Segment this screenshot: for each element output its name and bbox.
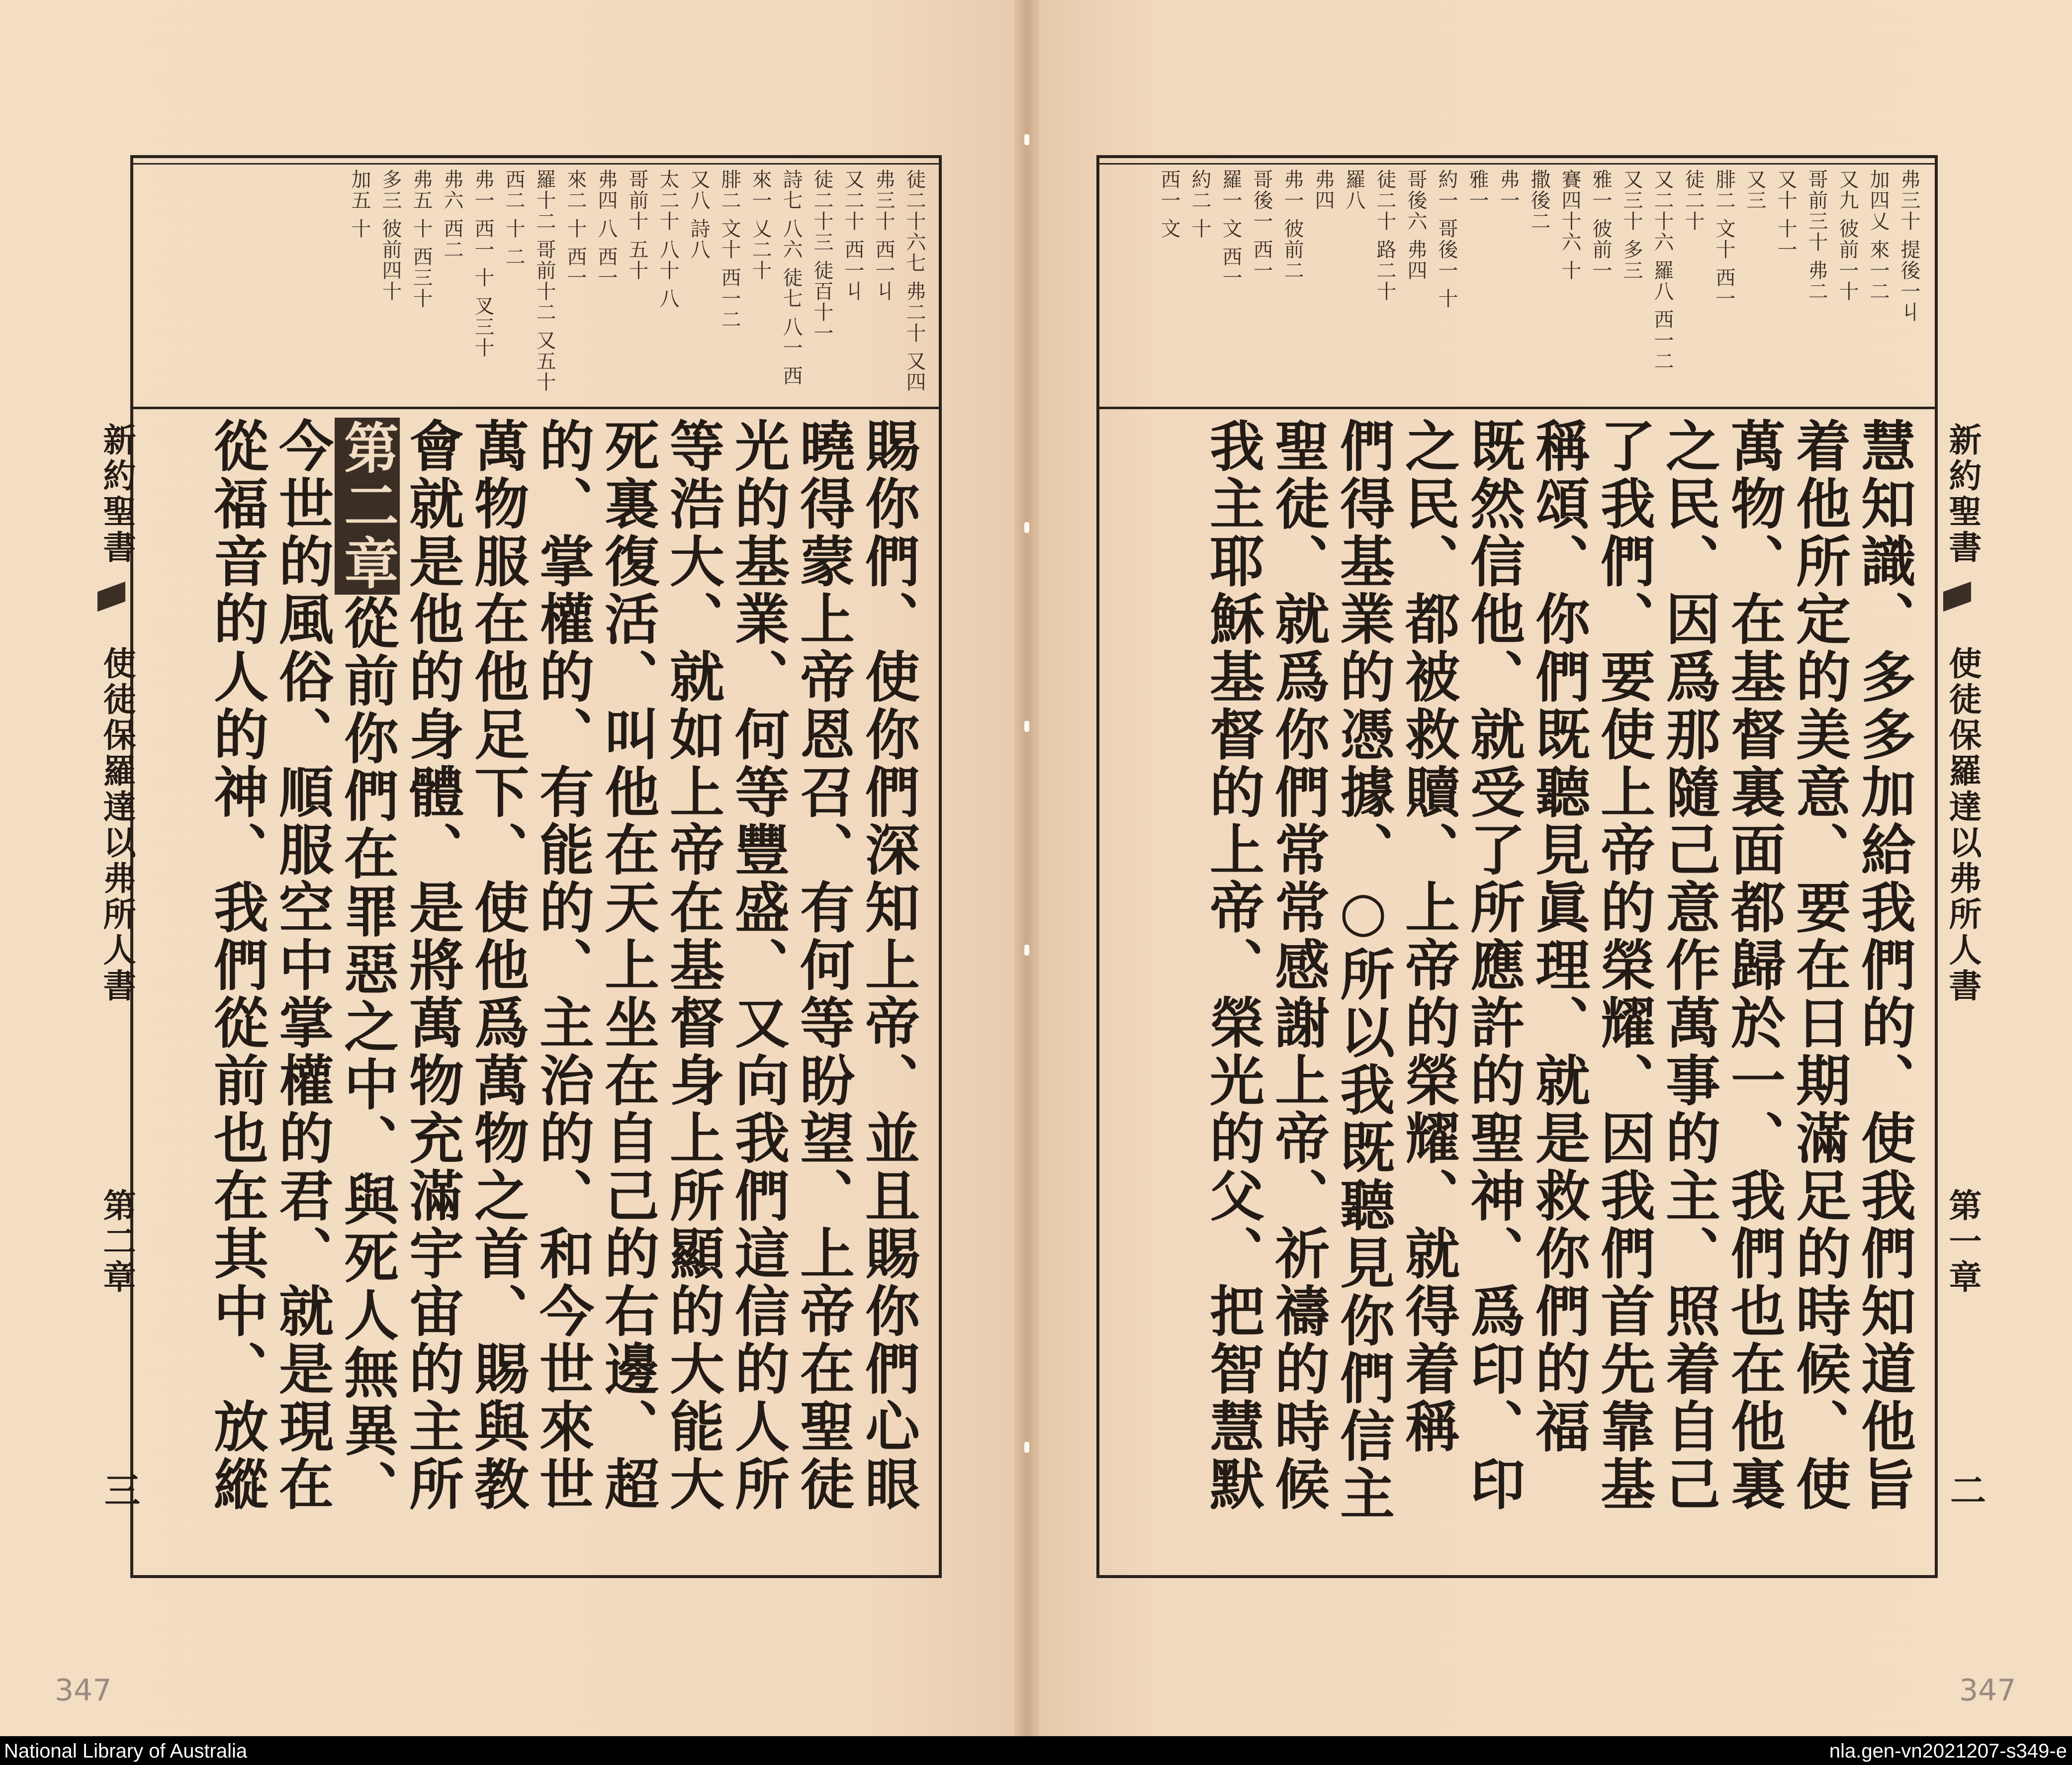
reference-column: 詩七 八六 徒七 八一 西 bbox=[780, 169, 803, 386]
footer-library-name: National Library of Australia bbox=[4, 1740, 248, 1762]
reference-column: 約一 哥後一 十 bbox=[1435, 169, 1458, 309]
stitch-hole bbox=[1024, 134, 1029, 145]
reference-column: 徒二十 bbox=[1682, 169, 1705, 232]
chapter-heading-mark: 第二章 bbox=[335, 418, 400, 595]
reference-column: 太二十 八十 八 bbox=[656, 169, 679, 309]
reference-column: 羅八 bbox=[1343, 169, 1365, 211]
text-column: 既然信他、就受了所應許的聖神、爲印、印 bbox=[1461, 418, 1526, 1513]
text-column: 之民、因爲那隨己意作萬事的主、照着自己 bbox=[1657, 418, 1721, 1513]
text-column: 賜你們、使你們深知上帝、並且賜你們心眼 bbox=[856, 418, 920, 1513]
reference-column: 約二 十 bbox=[1188, 169, 1211, 239]
text-column: 聖徒、就爲你們常常感謝上帝、祈禱的時候 bbox=[1266, 418, 1330, 1513]
reference-column: 多三 彼前四十 bbox=[379, 169, 402, 302]
right-ref-divider bbox=[1096, 407, 1938, 409]
text-column: 等浩大、就如上帝在基督身上所顯的大能大 bbox=[661, 418, 725, 1513]
reference-column: 加五 十 bbox=[348, 169, 371, 239]
text-column: 萬物服在他足下、使他爲萬物之首、賜與教 bbox=[465, 418, 530, 1513]
stitch-hole bbox=[1024, 945, 1029, 956]
left-pencil-folio: 347 bbox=[55, 1673, 112, 1708]
reference-column: 西一 文 bbox=[1158, 169, 1180, 239]
reference-column: 腓二 文十 西一 bbox=[1712, 169, 1735, 309]
reference-column: 又九 彼前一十 bbox=[1836, 169, 1859, 302]
stitch-hole bbox=[1024, 721, 1029, 732]
reference-column: 又八 詩八 bbox=[687, 169, 710, 260]
reference-column: 徒二十 路二十 bbox=[1373, 169, 1396, 302]
reference-column: 加四乂 來一二 bbox=[1867, 169, 1890, 302]
reference-column: 弗五 十 西三十 bbox=[410, 169, 433, 309]
right-page-number: 二 bbox=[1944, 1472, 1986, 1510]
reference-column: 西二 十 二 bbox=[502, 169, 525, 267]
reference-column: 徒二十三 徒百十一 bbox=[811, 169, 833, 344]
reference-column: 徒二十六七 弗二十 又四 bbox=[903, 169, 926, 393]
reference-column: 哥後六 弗四 bbox=[1404, 169, 1427, 281]
right-margin-title: 新約聖書 bbox=[1943, 423, 1982, 566]
text-column: 之民、都被救贖、上帝的榮耀、就得着稱 bbox=[1396, 418, 1460, 1456]
reference-column: 弗四 bbox=[1312, 169, 1335, 211]
reference-column: 哥前十 五十 bbox=[626, 169, 648, 281]
right-top-rule bbox=[1096, 163, 1938, 165]
text-column: 的、掌權的、有能的、主治的、和今世來世 bbox=[531, 418, 595, 1513]
reference-column: 又三 bbox=[1743, 169, 1766, 211]
reference-column: 賽四十六 十 bbox=[1558, 169, 1581, 281]
reference-column: 雅一 彼前一 bbox=[1589, 169, 1612, 281]
left-top-rule bbox=[130, 163, 942, 165]
text-column: 曉得蒙上帝恩召、有何等盼望、上帝在聖徒 bbox=[791, 418, 855, 1513]
reference-column: 羅十二 哥前十二 又五十 bbox=[533, 169, 556, 393]
reference-column: 弗四 八 西一 bbox=[595, 169, 618, 288]
reference-column: 弗六 西二 bbox=[441, 169, 463, 260]
reference-column: 又二十六 羅八 西一二 bbox=[1651, 169, 1674, 372]
reference-column: 弗三十 提後一丩 bbox=[1897, 169, 1920, 323]
reference-column: 又二十 西一丩 bbox=[841, 169, 864, 302]
left-page-number: 三 bbox=[98, 1472, 141, 1510]
reference-column: 弗一 彼前二 bbox=[1281, 169, 1304, 281]
reference-column: 雅一 bbox=[1466, 169, 1489, 211]
text-column: 萬物、在基督裏面都歸於一、我們也在他裏 bbox=[1722, 418, 1786, 1513]
right-margin-chapter: 第一章 bbox=[1943, 1188, 1982, 1296]
text-column-body: 從前你們在罪惡之中、與死人無異、 bbox=[335, 595, 399, 1517]
left-margin-chapter: 第二章 bbox=[97, 1188, 136, 1296]
left-reference-strip bbox=[144, 169, 930, 403]
reference-column: 撒後二 bbox=[1528, 169, 1550, 232]
text-column: 慧知識、多多加給我們的、使我們知道他旨 bbox=[1852, 418, 1916, 1513]
footer-image-id: nla.gen-vn2021207-s349-e bbox=[1829, 1740, 2067, 1762]
reference-column: 哥前三十 弗二 bbox=[1805, 169, 1828, 302]
right-pencil-folio: 347 bbox=[1959, 1673, 2016, 1708]
stitch-hole bbox=[1024, 522, 1029, 533]
reference-column: 弗一 bbox=[1497, 169, 1520, 211]
text-column: 今世的風俗、順服空中掌權的君、就是現在 bbox=[270, 418, 334, 1513]
reference-column: 腓二 文十 西一二 bbox=[718, 169, 741, 330]
reference-column: 哥後一 西一 bbox=[1250, 169, 1273, 281]
text-column bbox=[335, 418, 400, 1566]
text-column: 我主耶穌基督的上帝、榮光的父、把智慧默 bbox=[1201, 418, 1265, 1513]
reference-column: 又十 十一 bbox=[1774, 169, 1797, 260]
text-column: 稱頌、你們既聽見眞理、就是救你們的福 bbox=[1527, 418, 1591, 1456]
left-body-columns bbox=[145, 418, 921, 1566]
text-column: 從福音的人的神、我們從前也在其中、放縱 bbox=[205, 418, 269, 1513]
text-column: 光的基業、何等豐盛、又向我們這信的人所 bbox=[726, 418, 790, 1513]
text-column: 死裏復活、叫他在天上坐在自己的右邊、超 bbox=[596, 418, 660, 1513]
left-margin-title: 新約聖書 bbox=[97, 423, 136, 566]
text-column: 會就是他的身體、是將萬物充滿宇宙的主所 bbox=[400, 418, 464, 1513]
text-column: 着他所定的美意、要在日期滿足的時候、使 bbox=[1787, 418, 1851, 1513]
left-ref-divider bbox=[130, 407, 942, 409]
reference-column: 又三十 多三 bbox=[1620, 169, 1643, 281]
right-reference-strip bbox=[1109, 169, 1924, 403]
book-gutter bbox=[1014, 0, 1039, 1736]
text-column: 了我們、要使上帝的榮耀、因我們首先靠基 bbox=[1592, 418, 1656, 1513]
stitch-hole bbox=[1024, 1442, 1029, 1453]
right-body-columns bbox=[1111, 418, 1917, 1566]
text-column: 們得基業的憑據、○所以我既聽見你們信主 bbox=[1331, 418, 1395, 1523]
footer-bar bbox=[0, 1736, 2072, 1765]
reference-column: 羅一 文 西一 bbox=[1219, 169, 1242, 288]
reference-column: 弗一 西一 十 叉三十 bbox=[471, 169, 494, 358]
reference-column: 來二 十 西一 bbox=[564, 169, 587, 288]
right-margin-book: 使徒保羅達以弗所人書 bbox=[1943, 646, 1982, 1004]
reference-column: 來一 乂二十 bbox=[749, 169, 772, 281]
left-margin-book: 使徒保羅達以弗所人書 bbox=[97, 646, 136, 1004]
reference-column: 弗三十 西一丩 bbox=[872, 169, 895, 302]
